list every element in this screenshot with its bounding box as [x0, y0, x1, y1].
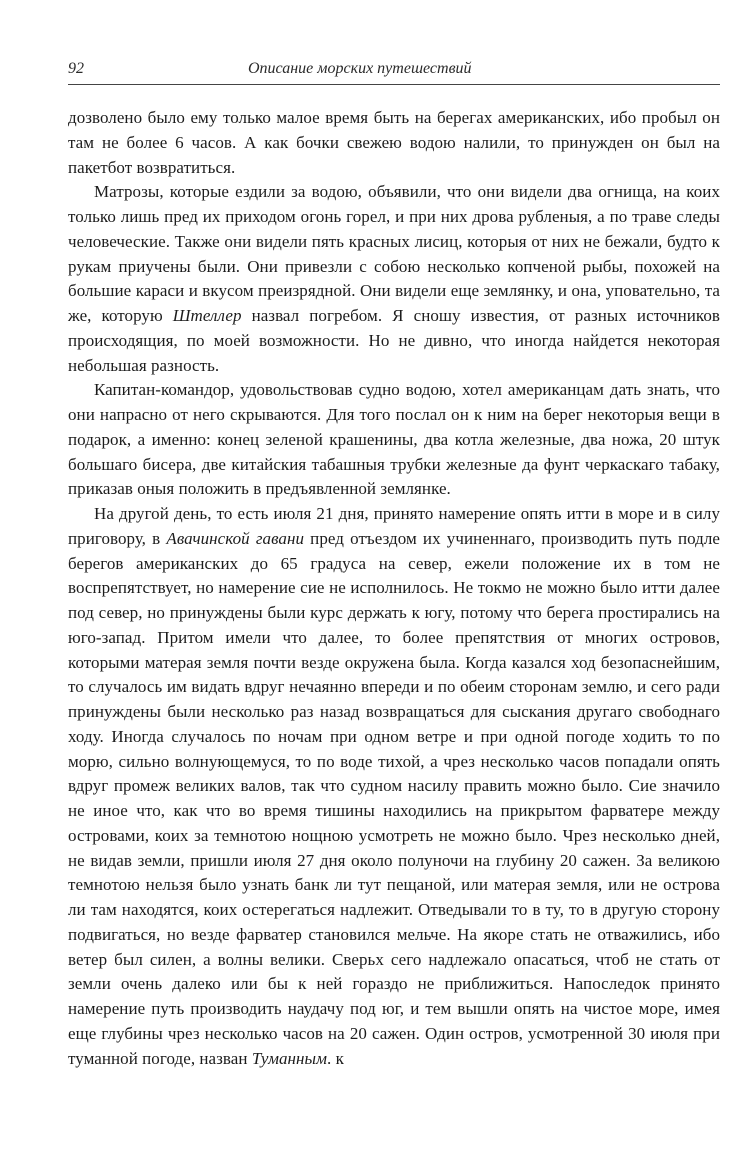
header-rule [68, 84, 720, 85]
name-steller: Штеллер [172, 306, 242, 325]
page-number: 92 [68, 60, 84, 77]
paragraph-4: На другой день, то есть июля 21 дня, принято намерение опять итти в море и в силу приговору, в Авачинской гавани пред отъездом их учиненнаго, производить путь подле берегов американских до 65 градуса на север, ежели положение их в том не воспрепятствует, но намерение сие не исполнилось. Не токмо не можно было итти далее под север, но принуждены были курс держать к югу, потому что берега простирались на юго-запад. Притом имели что далее, то более препятствия от многих островов, которыми матерая земля почти везде окружена была. Когда казался ход безопаснейшим, то случалось им видать вдруг нечаянно впереди и по обеим сторонам землю, и сего ради принуждены были несколько раз назад возвращаться для сыскания другаго свободнаго ходу. Иногда случалось по ночам при одном ветре и при одной погоде ходить то по морю, сильно волнующемуся, то по воде тихой, а чрез несколько часов попадали опять вдруг промеж великих валов, так что судном насилу править можно было. Сие значило не иное что, как что во время тишины находились на прикрытом фарватере между островами, коих за темнотою нощною усмотреть не можно было. Чрез несколько дней, не видав земли, пришли июля 27 дня около полуночи на глубину 20 сажен. За великою темнотою нельзя было узнать банк ли тут пещаной, или матерая земля, или не острова ли там находятся, коих остерегаться надлежит. Отведывали то в ту, то в другую сторону подвигаться, но везде фарватер становился мельче. На якоре стать не отважились, ибо ветер был силен, а волны велики. Сверьх сего надлежало опасаться, чтоб не стать от земли очень далеко или бы к ней гораздо не приближиться. Напоследок принято намерение путь производить наудачу под юг, и тем вышли опять на чистое море, имея еще глубины чрез несколько часов на 20 сажен. Один остров, усмотренной 30 июля при туманной погоде, назван Туманным. к [68, 504, 720, 1068]
paragraph-3: Капитан-командор, удовольствовав судно водою, хотел американцам дать знать, что они напрасно от него скрываются. Для того послал он к ним на берег некоторыя вещи в подарок, а именно: конец зеленой крашенины, два котла железные, два ножа, 20 штук большаго бисера, две китайския табашныя трубки железные да фунт черкаскаго табаку, приказав оныя положить в предъявленной землянке. [68, 380, 720, 499]
running-title: Описание морских путешествий [248, 60, 472, 77]
place-avachinskaya-gavan: Авачинской гавани [166, 528, 305, 548]
paragraph-1: дозволено было ему только малое время быть на берегах американских, ибо пробыл он там не более 6 часов. А как бочки свежею водою налили, то принужден он был на пакетбот возвратиться. [68, 108, 720, 177]
book-page [68, 56, 720, 1136]
paragraph-2: Матрозы, которые ездили за водою, объявили, что они видели два огнища, на коих только лишь пред их приходом огонь горел, и при них дрова рубленыя, а по траве следы человеческие. Также они видели пять красных лисиц, которыя от них не бежали, будто к рукам приучены были. Они привезли с собою несколько копченой рыбы, похожей на большие караси и вкусом преизрядной. Они видели еще землянку, и она, уповательно, та же, которую Штеллер назвал погребом. Я сношу известия, от разных источников происходящия, по моей возможности. Но не дивно, что иногда найдется некоторая небольшая разность. [68, 182, 720, 375]
body-text [68, 106, 720, 1071]
running-head [68, 56, 720, 82]
island-tumanny: Туманным [251, 1048, 327, 1068]
